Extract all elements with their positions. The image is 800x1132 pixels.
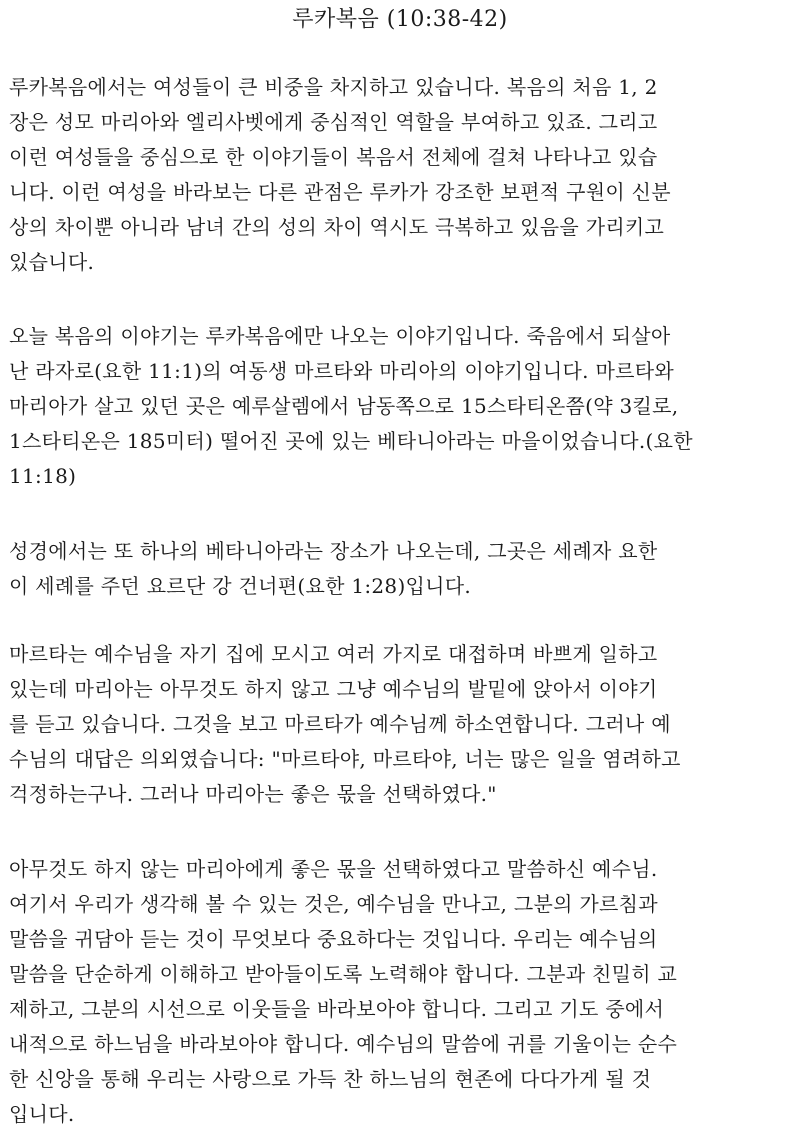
paragraph-line: 니다. 이런 여성을 바라보는 다른 관점은 루카가 강조한 보편적 구원이 신분 [9, 180, 671, 204]
paragraph-line: 걱정하는구나. 그러나 마리아는 좋은 몫을 선택하였다." [9, 782, 497, 806]
paragraph-line: 여기서 우리가 생각해 볼 수 있는 것은, 예수님을 만나고, 그분의 가르침과 [9, 892, 658, 916]
paragraph-line: 11:18) [9, 464, 77, 488]
paragraph-line: 있습니다. [9, 250, 95, 274]
paragraph-line: 루카복음에서는 여성들이 큰 비중을 차지하고 있습니다. 복음의 처음 1, 2 [9, 75, 658, 99]
paragraph-line: 내적으로 하느님을 바라보아야 합니다. 예수님의 말씀에 귀를 기울이는 순수 [9, 1032, 678, 1056]
paragraph-line: 장은 성모 마리아와 엘리사벳에게 중심적인 역할을 부여하고 있죠. 그리고 [9, 110, 658, 134]
paragraph-line: 이 세례를 주던 요르단 강 건너편(요한 1:28)입니다. [9, 574, 472, 598]
paragraph-2 [9, 319, 791, 494]
paragraph-line: 말씀을 귀담아 듣는 것이 무엇보다 중요하다는 것입니다. 우리는 예수님의 [9, 927, 658, 951]
document-title: 루카복음 (10:38-42) [292, 7, 508, 32]
paragraph-line: 수님의 대답은 의외였습니다: "마르타야, 마르타야, 너는 많은 일을 염려하고 [9, 747, 681, 771]
paragraph-line: 상의 차이뿐 아니라 남녀 간의 성의 차이 역시도 극복하고 있음을 가리키고 [9, 215, 665, 239]
paragraph-line: 입니다. [9, 1102, 75, 1126]
paragraph-line: 를 듣고 있습니다. 그것을 보고 마르타가 예수님께 하소연합니다. 그러나 예 [9, 712, 671, 736]
paragraph-line: 난 라자로(요한 11:1)의 여동생 마르타와 마리아의 이야기입니다. 마르타와 [9, 359, 674, 383]
paragraph-line: 한 신앙을 통해 우리는 사랑으로 가득 찬 하느님의 현존에 다다가게 될 것 [9, 1067, 652, 1091]
paragraph-5 [9, 852, 791, 1132]
paragraph-line: 제하고, 그분의 시선으로 이웃들을 바라보아야 합니다. 그리고 기도 중에서 [9, 997, 665, 1021]
paragraph-1 [9, 70, 791, 280]
paragraph-line: 성경에서는 또 하나의 베타니아라는 장소가 나오는데, 그곳은 세례자 요한 [9, 539, 658, 563]
paragraph-3 [9, 534, 791, 604]
paragraph-line: 마리아가 살고 있던 곳은 예루살렘에서 남동쪽으로 15스타티온쯤(약 3킬로, [9, 394, 679, 418]
paragraph-line: 있는데 마리아는 아무것도 하지 않고 그냥 예수님의 발밑에 앉아서 이야기 [9, 677, 658, 701]
paragraph-line: 1스타티온은 185미터) 떨어진 곳에 있는 베타니아라는 마을이었습니다.(요한 [9, 429, 693, 453]
paragraph-line: 마르타는 예수님을 자기 집에 모시고 여러 가지로 대접하며 바쁘게 일하고 [9, 642, 658, 666]
paragraph-line: 오늘 복음의 이야기는 루카복음에만 나오는 이야기입니다. 죽음에서 되살아 [9, 324, 671, 348]
paragraph-line: 말씀을 단순하게 이해하고 받아들이도록 노력해야 합니다. 그분과 친밀히 교 [9, 962, 678, 986]
paragraph-line: 이런 여성들을 중심으로 한 이야기들이 복음서 전체에 걸쳐 나타나고 있습 [9, 145, 658, 169]
paragraph-line: 아무것도 하지 않는 마리아에게 좋은 몫을 선택하였다고 말씀하신 예수님. [9, 857, 658, 881]
paragraph-4 [9, 637, 791, 812]
